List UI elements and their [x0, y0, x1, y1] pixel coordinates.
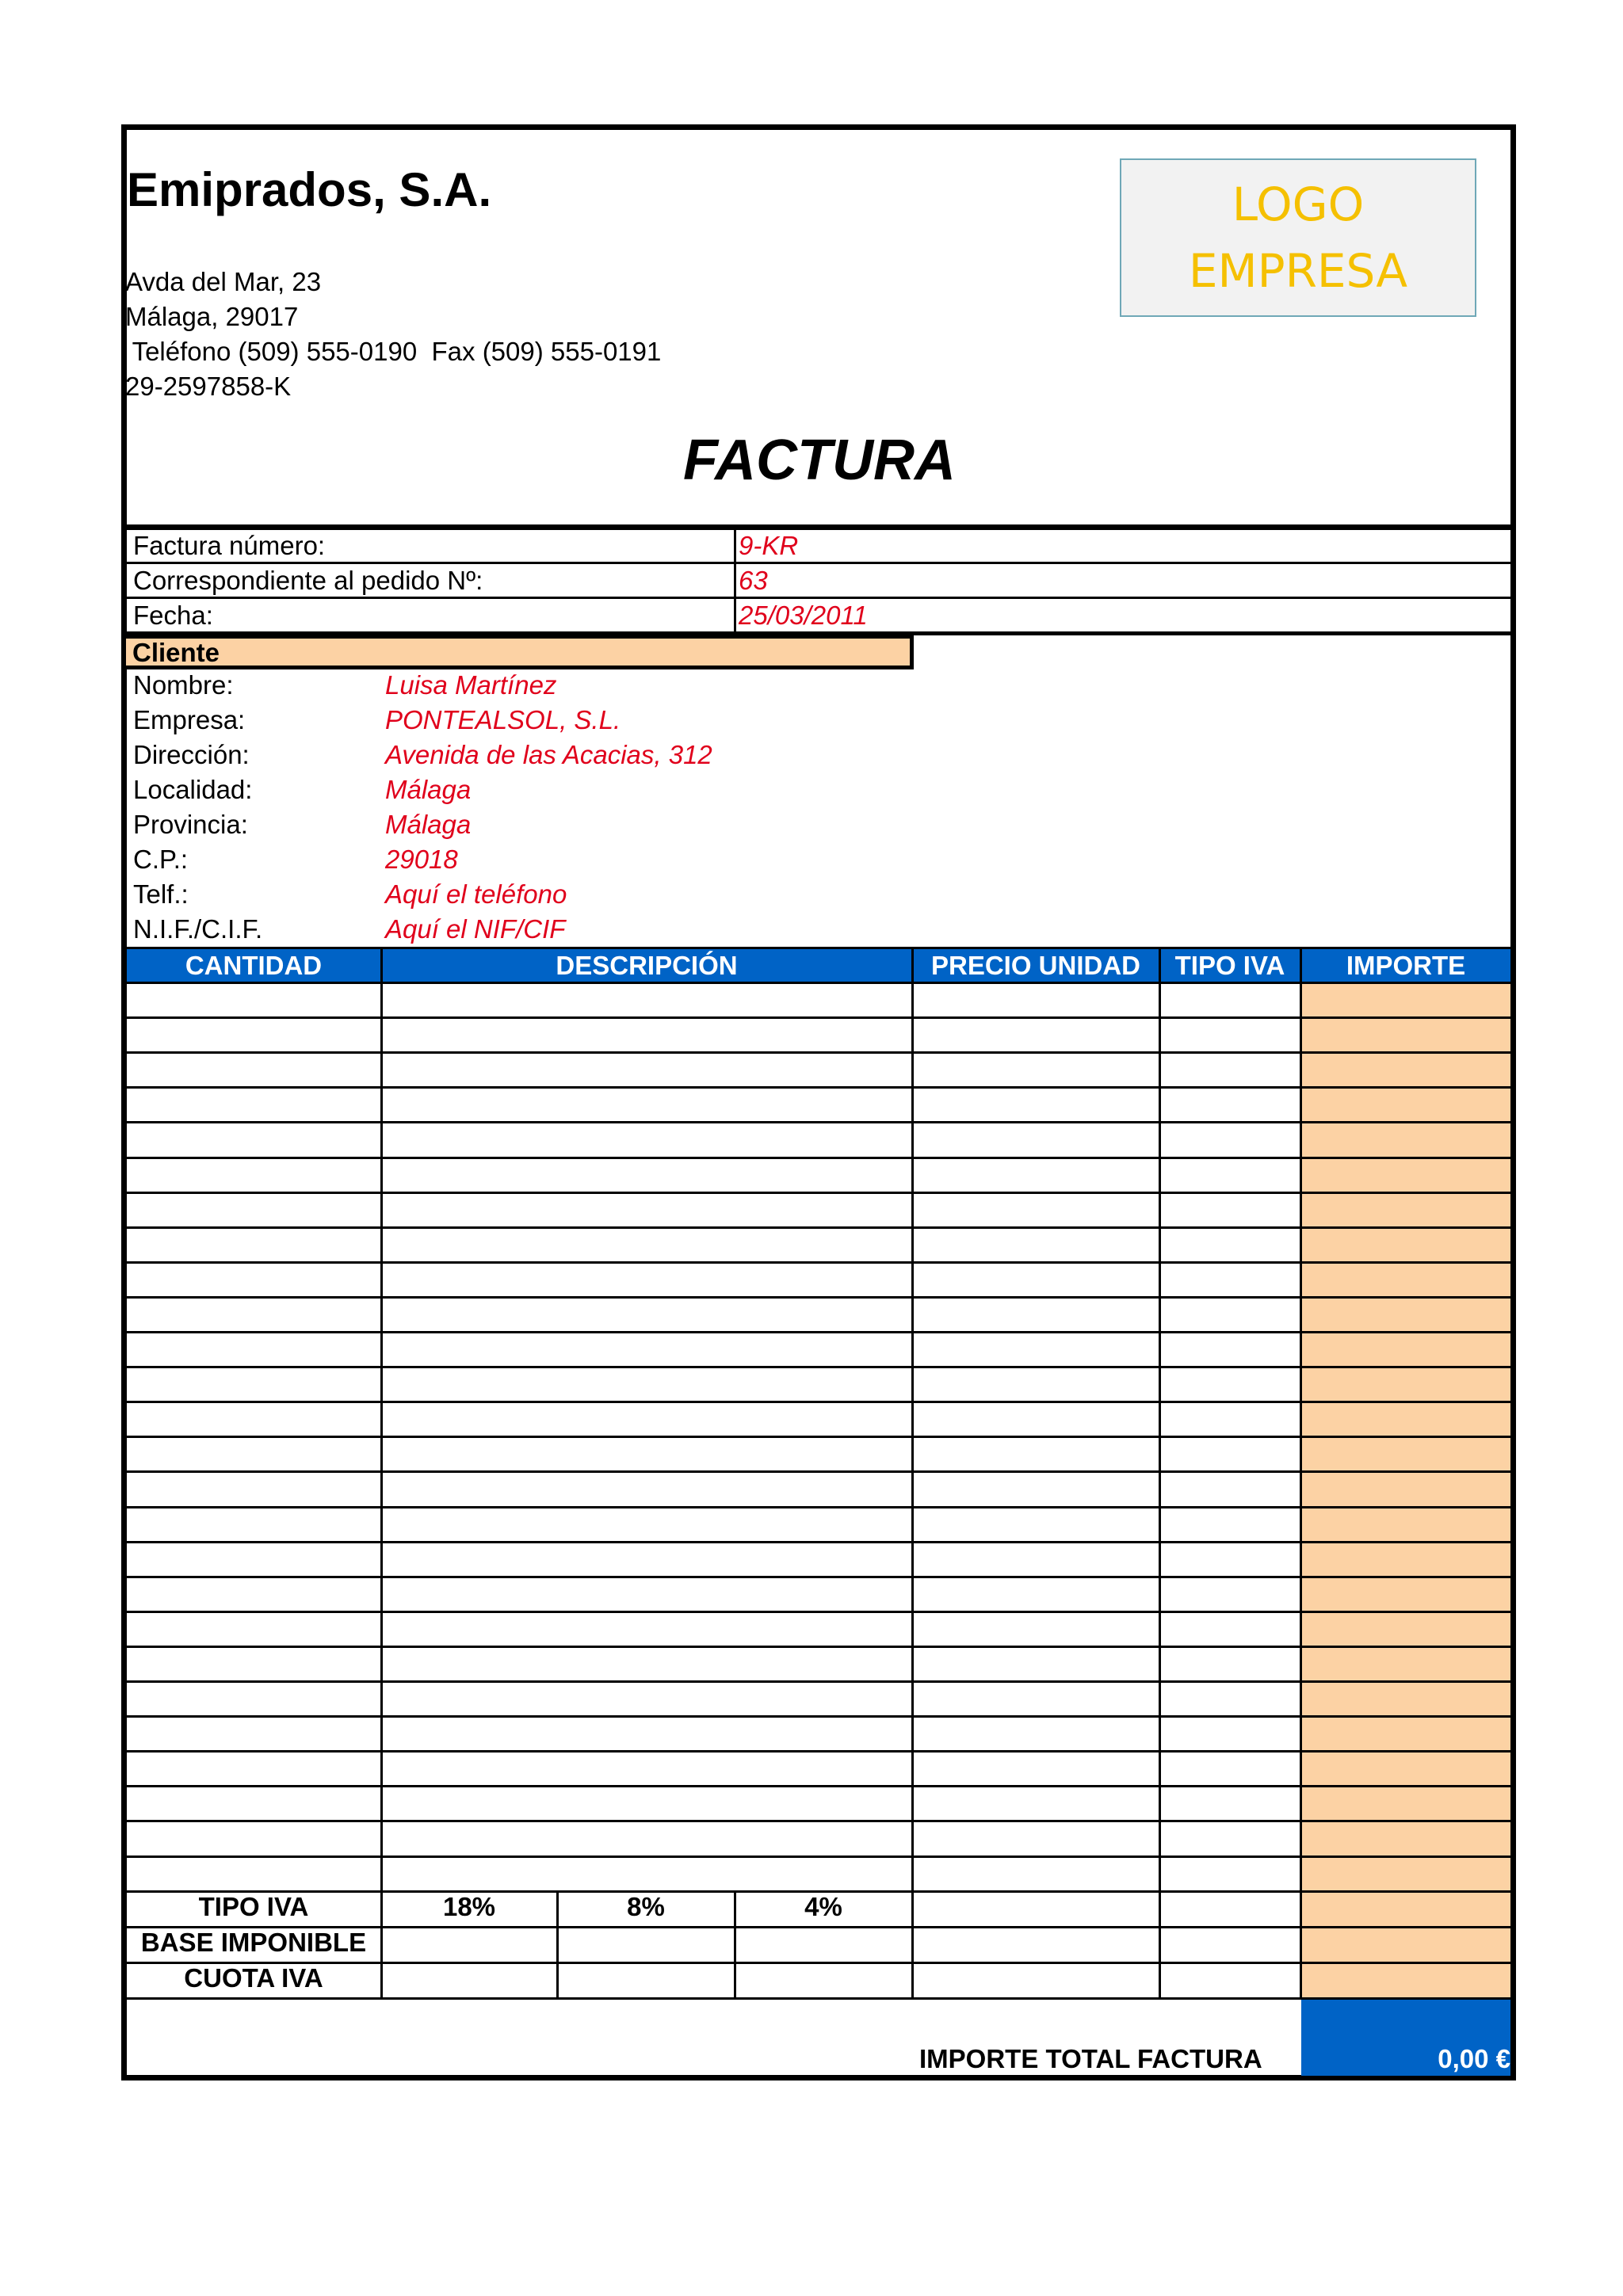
tax-row-line [127, 1997, 1510, 2000]
client-section-header: Cliente [126, 635, 914, 669]
table-row-line [127, 1820, 1510, 1822]
table-row-line [127, 1051, 1510, 1054]
tax-rate-8: 8% [627, 1892, 665, 1921]
tax-rate-18: 18% [442, 1892, 496, 1921]
client-label-name: Nombre: [133, 670, 234, 700]
table-row-line [127, 1506, 1510, 1508]
client-value-phone: Aquí el teléfono [385, 879, 567, 909]
company-tax-id: 29-2597858-K [125, 372, 292, 401]
table-row-line [127, 1470, 1510, 1473]
client-value-locality: Málaga [385, 775, 472, 804]
company-address-line2: Málaga, 29017 [125, 302, 299, 331]
meta-value-date: 25/03/2011 [739, 601, 868, 630]
table-row-line [127, 1855, 1510, 1858]
table-row-line [127, 1261, 1510, 1264]
logo-text-line1: LOGO [1232, 177, 1365, 231]
header-top-line [127, 947, 1510, 949]
client-value-name: Luisa Martínez [385, 670, 557, 700]
column-header-unit-price: PRECIO UNIDAD [930, 951, 1141, 980]
table-row-line [127, 1576, 1510, 1578]
tax-row-label-vat-type: TIPO IVA [198, 1892, 309, 1921]
column-header-quantity: CANTIDAD [185, 951, 323, 980]
table-row-line [127, 1785, 1510, 1787]
table-row-line [127, 1192, 1510, 1194]
document-title: FACTURA [683, 429, 956, 492]
client-label-phone: Telf.: [133, 879, 189, 909]
table-column-line [380, 948, 383, 1999]
total-value: 0,00 € [1438, 2044, 1510, 2073]
table-row-line [127, 1436, 1510, 1438]
client-value-address: Avenida de las Acacias, 312 [385, 740, 712, 769]
column-header-amount: IMPORTE [1346, 951, 1466, 980]
table-row-line [127, 982, 1510, 984]
meta-label-date: Fecha: [133, 601, 213, 630]
client-label-company: Empresa: [133, 705, 246, 734]
table-column-line [1159, 948, 1161, 1999]
table-column-line [911, 948, 914, 1999]
meta-value-invoice-number: 9-KR [739, 531, 799, 560]
meta-top-border [121, 524, 1516, 530]
tax-row-label-tax-base: BASE IMPONIBLE [140, 1928, 367, 1957]
company-logo-placeholder [1120, 158, 1476, 317]
client-value-postal-code: 29018 [385, 845, 458, 874]
client-label-province: Provincia: [133, 810, 248, 839]
client-label-locality: Localidad: [133, 775, 253, 804]
table-row-line [127, 1611, 1510, 1613]
tax-rate-4: 4% [804, 1892, 842, 1921]
table-row-line [127, 1401, 1510, 1403]
company-address-line1: Avda del Mar, 23 [125, 267, 322, 296]
table-row-line [127, 1750, 1510, 1753]
table-row-line [127, 1016, 1510, 1019]
meta-column-divider [734, 530, 736, 633]
column-header-vat-type: TIPO IVA [1174, 951, 1285, 980]
importe-column-fill [1301, 983, 1510, 1998]
table-row-line [127, 1366, 1510, 1368]
table-row-line [127, 1646, 1510, 1648]
table-row-line [127, 1296, 1510, 1299]
total-label: IMPORTE TOTAL FACTURA [919, 2044, 1262, 2073]
client-value-province: Málaga [385, 810, 472, 839]
client-value-company: PONTEALSOL, S.L. [385, 705, 621, 734]
company-name: Emiprados, S.A. [127, 163, 492, 216]
table-row-line [127, 1541, 1510, 1543]
company-phones: Teléfono (509) 555-0190 Fax (509) 555-0191 [125, 337, 662, 366]
meta-value-order-number: 63 [739, 566, 768, 595]
table-row-line [127, 1157, 1510, 1159]
meta-label-order-number: Correspondiente al pedido Nº: [133, 566, 483, 595]
table-row-line [127, 1331, 1510, 1333]
tax-row-label-vat-amount: CUOTA IVA [184, 1963, 323, 1993]
logo-text-line2: EMPRESA [1188, 244, 1408, 298]
table-row-line [127, 1086, 1510, 1089]
client-label-postal-code: C.P.: [133, 845, 189, 874]
client-value-tax-id: Aquí el NIF/CIF [385, 914, 566, 944]
table-row-line [127, 1121, 1510, 1123]
meta-label-invoice-number: Factura número: [133, 531, 326, 560]
client-label-tax-id: N.I.F./C.I.F. [133, 914, 263, 944]
table-row-line [127, 1680, 1510, 1683]
table-row-line [127, 1226, 1510, 1229]
client-label-address: Dirección: [133, 740, 250, 769]
column-header-description: DESCRIPCIÓN [556, 951, 738, 980]
table-row-line [127, 1715, 1510, 1718]
table-column-line [1300, 948, 1302, 1999]
